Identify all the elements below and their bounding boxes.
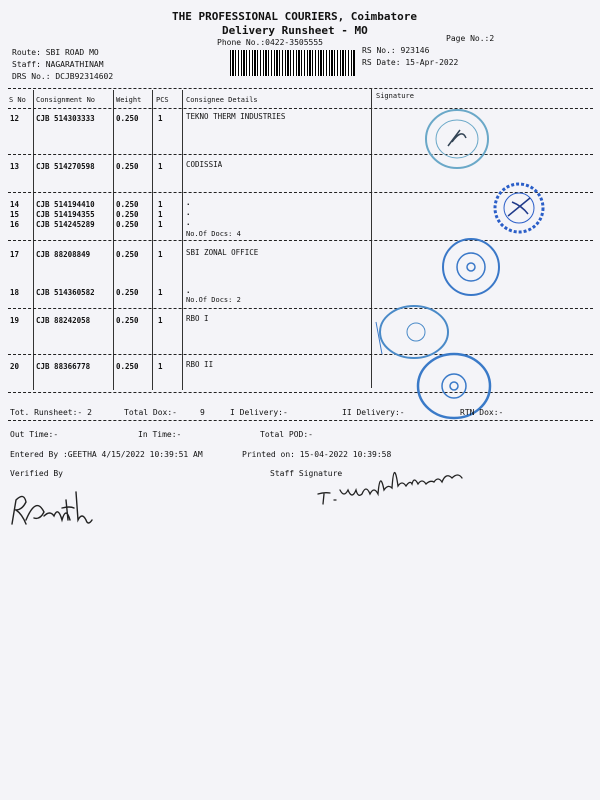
row-pcs: 1 <box>158 210 163 219</box>
drs-number: DRS No.: DCJB92314602 <box>12 72 114 81</box>
row-pcs: 1 <box>158 288 163 297</box>
row-sno: 14 <box>10 200 20 209</box>
phone-number: Phone No.:0422-3505555 <box>217 38 323 47</box>
row-sno: 19 <box>10 316 20 325</box>
row-pcs: 1 <box>158 114 163 123</box>
row-consignee: . <box>186 198 191 207</box>
row-pcs: 1 <box>158 362 163 371</box>
divider <box>8 108 593 109</box>
stamp-sbi-zonal <box>440 236 502 298</box>
row-divider <box>8 154 593 155</box>
row-sno: 16 <box>10 220 20 229</box>
row-consignee: CODISSIA <box>186 160 223 169</box>
row-sno: 17 <box>10 250 20 259</box>
row-consignment: CJB 514194410 <box>36 200 95 209</box>
rs-date: RS Date: 15-Apr-2022 <box>362 58 459 67</box>
col-pcs: PCS <box>156 96 169 104</box>
row-pcs: 1 <box>158 162 163 171</box>
row-sno: 20 <box>10 362 20 371</box>
route: Route: SBI ROAD MO <box>12 48 99 57</box>
row-consignment: CJB 514360582 <box>36 288 95 297</box>
row-pcs: 1 <box>158 200 163 209</box>
barcode <box>230 50 355 76</box>
row-consignment: CJB 88242058 <box>36 316 91 325</box>
docs-count: No.Of Docs: 4 <box>186 230 241 238</box>
row-consignment: CJB 514303333 <box>36 114 95 123</box>
page-number: Page No.:2 <box>446 34 495 43</box>
row-divider <box>8 354 593 355</box>
row-sno: 15 <box>10 210 20 219</box>
row-consignee: . <box>186 218 191 227</box>
stamp-codissia <box>488 180 550 236</box>
total-runsheet: Tot. Runsheet:- 2 <box>10 408 92 417</box>
printed-on: Printed on: 15-04-2022 10:39:58 <box>242 450 392 459</box>
total-pod: Total POD:- <box>260 430 313 439</box>
row-consignee: . <box>186 208 191 217</box>
col-signature: Signature <box>376 92 414 100</box>
col-sno: S No <box>9 96 26 104</box>
row-weight: 0.250 <box>116 362 139 371</box>
col-weight: Weight <box>116 96 142 104</box>
staff: Staff: NAGARATHINAM <box>12 60 104 69</box>
row-consignment: CJB 88366778 <box>36 362 91 371</box>
stamp-tekno-therm <box>424 108 490 170</box>
verifier-signature <box>4 480 100 532</box>
row-divider <box>8 392 593 393</box>
row-weight: 0.250 <box>116 220 139 229</box>
staff-signature-label: Staff Signature <box>270 469 343 478</box>
verified-by: Verified By <box>10 469 63 478</box>
row-pcs: 1 <box>158 316 163 325</box>
docs-count: No.Of Docs: 2 <box>186 296 241 304</box>
row-consignee: SBI ZONAL OFFICE <box>186 248 259 257</box>
i-delivery: I Delivery:- <box>230 408 288 417</box>
entered-by: Entered By :GEETHA 4/15/2022 10:39:51 AM <box>10 450 203 459</box>
row-sno: 18 <box>10 288 20 297</box>
row-weight: 0.250 <box>116 162 139 171</box>
row-sno: 12 <box>10 114 20 123</box>
row-weight: 0.250 <box>116 210 139 219</box>
row-pcs: 1 <box>158 220 163 229</box>
total-dox-value: 9 <box>200 408 205 417</box>
row-consignment: CJB 514270598 <box>36 162 95 171</box>
row-weight: 0.250 <box>116 288 139 297</box>
divider <box>8 420 593 421</box>
row-weight: 0.250 <box>116 250 139 259</box>
divider <box>8 88 593 89</box>
in-time: In Time:- <box>138 430 182 439</box>
rtn-dox: RTN Dox:- <box>460 408 504 417</box>
col-consignee: Consignee Details <box>186 96 258 104</box>
row-divider <box>8 240 593 241</box>
row-consignment: CJB 514194355 <box>36 210 95 219</box>
out-time: Out Time:- <box>10 430 59 439</box>
row-sno: 13 <box>10 162 20 171</box>
total-dox-label: Total Dox:- <box>124 408 177 417</box>
ii-delivery: II Delivery:- <box>342 408 405 417</box>
row-consignee: RBO II <box>186 360 214 369</box>
row-divider <box>8 308 593 309</box>
col-consignment: Consignment No <box>36 96 96 104</box>
row-weight: 0.250 <box>116 200 139 209</box>
document-title: Delivery Runsheet - MO <box>222 24 368 37</box>
company-title: THE PROFESSIONAL COURIERS, Coimbatore <box>172 10 418 23</box>
row-pcs: 1 <box>158 250 163 259</box>
staff-signature <box>314 454 494 510</box>
rs-number: RS No.: 923146 <box>362 46 430 55</box>
row-weight: 0.250 <box>116 316 139 325</box>
row-consignee: . <box>186 286 191 295</box>
row-consignment: CJB 514245289 <box>36 220 95 229</box>
row-weight: 0.250 <box>116 114 139 123</box>
row-consignee: RBO I <box>186 314 209 323</box>
row-consignment: CJB 88208849 <box>36 250 91 259</box>
row-consignee: TEKNO THERM INDUSTRIES <box>186 112 286 121</box>
